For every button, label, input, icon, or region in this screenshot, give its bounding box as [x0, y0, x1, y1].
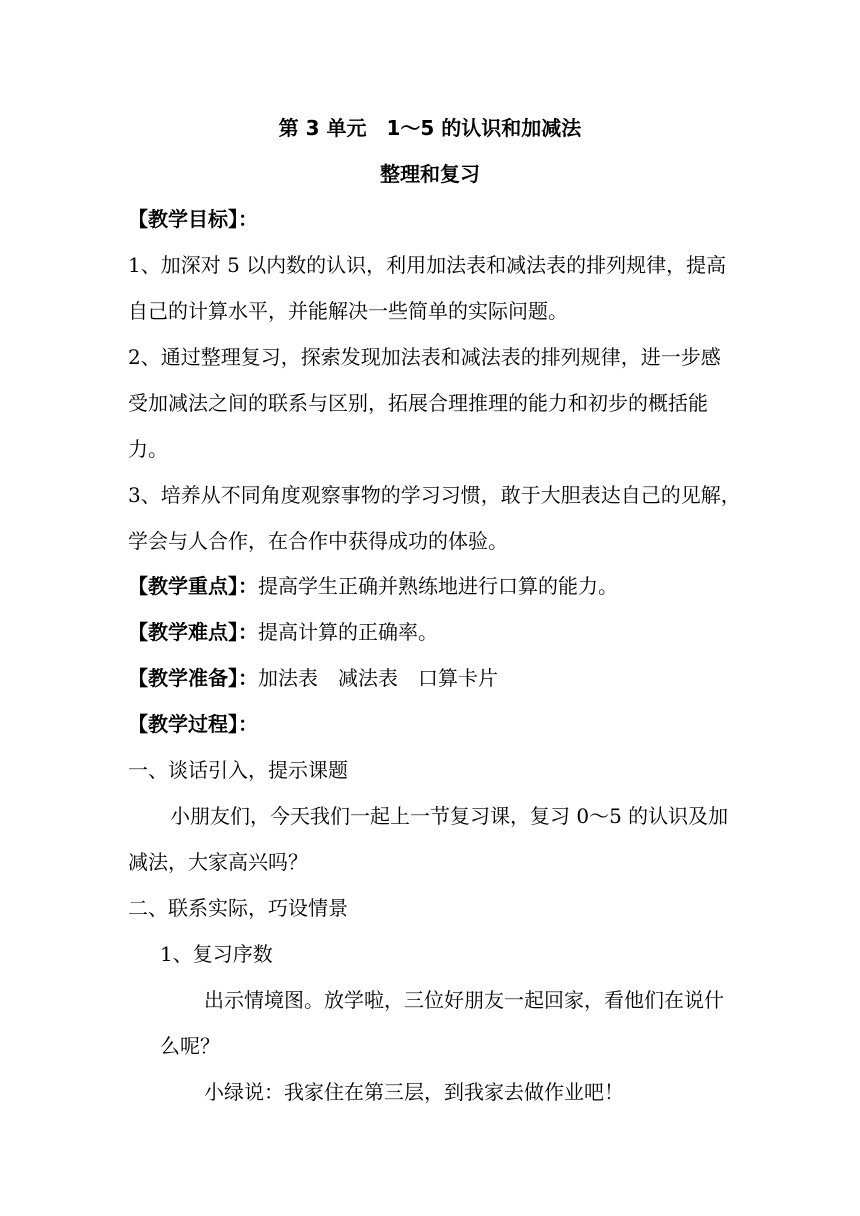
difficulty-label: 【教学难点】： [128, 620, 258, 644]
goal-3-line-2: 学会与人合作，在合作中获得成功的体验。 [128, 529, 508, 553]
key-point-label: 【教学重点】： [128, 574, 258, 598]
goal-2-line-2: 受加减法之间的联系与区别，拓展合理推理的能力和初步的概括能 [128, 391, 708, 415]
page-title: 第 3 单元 1～5 的认识和加减法 [278, 116, 582, 140]
section-1-heading: 一、谈话引入，提示课题 [128, 758, 348, 782]
process-heading: 【教学过程】： [128, 712, 258, 736]
paragraph-2-line-2: 么呢？ [160, 1034, 220, 1058]
goal-2-line-1: 2、通过整理复习，探索发现加法表和减法表的排列规律，进一步感 [128, 345, 721, 369]
goals-heading: 【教学目标】： [128, 207, 258, 231]
paragraph-2-line-1: 出示情境图。放学啦，三位好朋友一起回家，看他们在说什 [204, 988, 724, 1012]
key-point-text: 提高学生正确并熟练地进行口算的能力。 [258, 574, 618, 598]
paragraph-1-line-2: 减法，大家高兴吗？ [128, 850, 308, 874]
goal-2-line-3: 力。 [128, 437, 168, 461]
subsection-1-heading: 1、复习序数 [160, 942, 273, 966]
difficulty-text: 提高计算的正确率。 [258, 620, 438, 644]
goal-3-line-1: 3、培养从不同角度观察事物的学习习惯，敢于大胆表达自己的见解， [128, 483, 741, 507]
goal-1-line-1: 1、加深对 5 以内数的认识，利用加法表和减法表的排列规律，提高 [128, 253, 727, 277]
goal-1-line-2: 自己的计算水平，并能解决一些简单的实际问题。 [128, 299, 568, 323]
page-subtitle: 整理和复习 [380, 162, 480, 186]
paragraph-3: 小绿说：我家住在第三层，到我家去做作业吧！ [204, 1080, 624, 1104]
preparation-row [128, 666, 498, 690]
difficulty-row [128, 620, 438, 644]
paragraph-1-line-1: 小朋友们，今天我们一起上一节复习课，复习 0～5 的认识及加 [170, 804, 729, 828]
preparation-text: 加法表 减法表 口算卡片 [258, 666, 498, 690]
key-point-row [128, 574, 618, 598]
section-2-heading: 二、联系实际，巧设情景 [128, 896, 348, 920]
preparation-label: 【教学准备】： [128, 666, 258, 690]
